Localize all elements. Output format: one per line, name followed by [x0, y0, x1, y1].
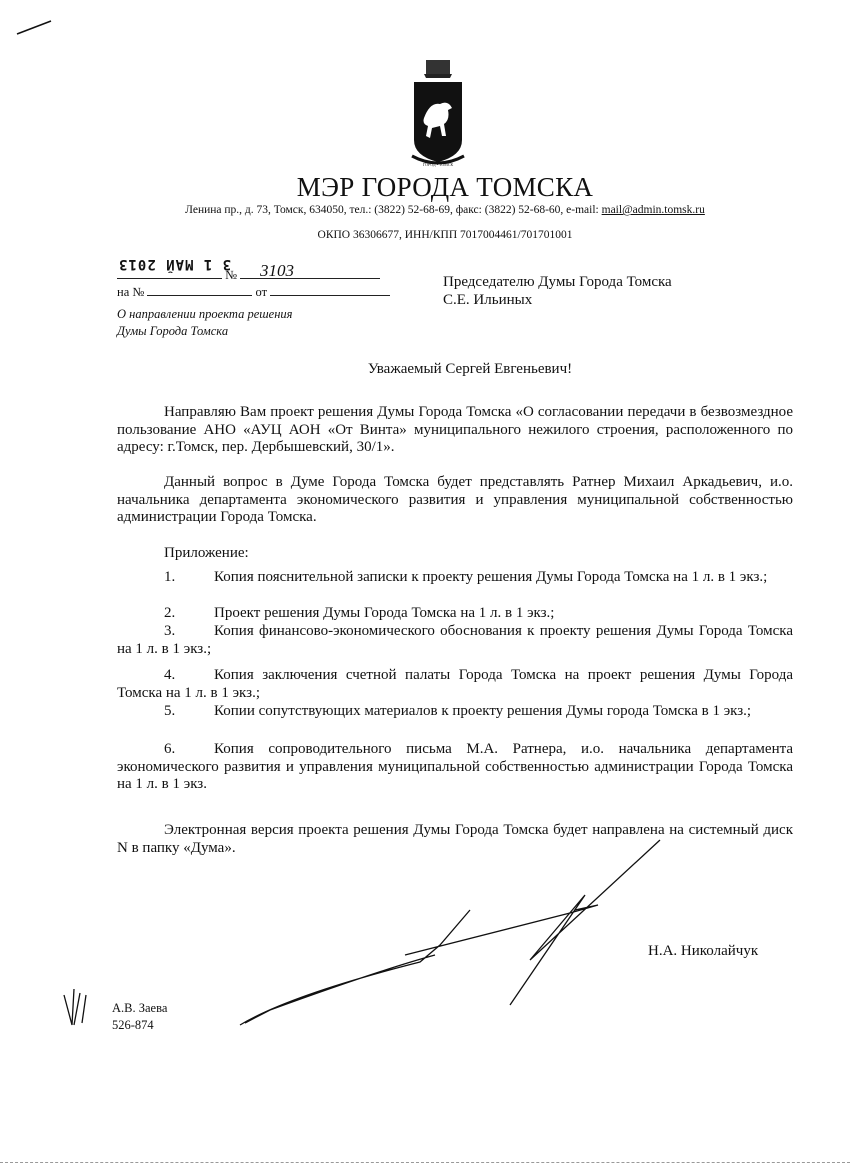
item-number: 2. [164, 605, 176, 621]
date-stamp: 3 1 МАЙ 2013 [118, 256, 232, 272]
item-number: 6. [164, 741, 176, 757]
email-link[interactable]: mail@admin.tomsk.ru [601, 204, 705, 216]
attachment-item [117, 667, 793, 702]
scan-edge-line [0, 1162, 850, 1163]
attachment-item [117, 623, 793, 658]
pen-mark [15, 18, 55, 38]
coat-of-arms-emblem [408, 58, 468, 170]
item-number: 1. [164, 569, 176, 585]
executor-phone: 526-874 [112, 1018, 154, 1032]
handwritten-signature [230, 835, 680, 1035]
date-line [117, 266, 222, 279]
attachment-item [117, 605, 793, 623]
incoming-number-row [117, 283, 390, 300]
attachments-label: Приложение: [164, 545, 249, 561]
addressee-block [443, 273, 672, 309]
letterhead-okpo: ОКПО 36306677, ИНН/КПП 7017004461/701701001 [317, 229, 573, 241]
attachment-item [117, 703, 793, 721]
subject-line: О направлении проекта решения [117, 307, 293, 321]
outgoing-number-row [117, 266, 380, 283]
initials-mark [60, 985, 90, 1035]
subject-line: Думы Города Томска [117, 324, 229, 338]
item-text: Копия пояснительной записки к проекту решения Думы Города Томска на 1 л. в 1 экз.; [214, 569, 768, 585]
greeting: Уважаемый Сергей Евгеньевич! [367, 361, 573, 377]
address-text: Ленина пр., д. 73, Томск, 634050, тел.: (3822) 52-68-69, факс: (3822) 52-68-60, e-mail: [185, 204, 602, 216]
item-number: 5. [164, 703, 176, 719]
item-number: 4. [164, 667, 176, 683]
item-text: Проект решения Думы Города Томска на 1 л. в 1 экз.; [214, 605, 555, 621]
addressee-title: Председателю Думы Города Томска [443, 274, 672, 290]
item-text: Копия финансово-экономического обоснования к проекту решения Думы Города Томска на 1 л. в 1 экз.; [117, 623, 793, 657]
item-text: Копия сопроводительного письма М.А. Ратнера, и.о. начальника департамента экономического развития и управления муниципальной собственностью администрации Города Томска на 1 л. в 1 экз. [117, 741, 793, 792]
paragraph-2: Данный вопрос в Думе Города Томска будет представлять Ратнер Михаил Аркадьевич, и.о. начальника департамента экономического развития и управления муниципальной собственностью администрации Города Томска. [117, 474, 793, 525]
from-date-line [270, 283, 390, 296]
on-number-line [147, 283, 252, 296]
letter-subject [117, 306, 293, 340]
attachment-item [117, 569, 793, 587]
letterhead-address [0, 204, 850, 216]
addressee-name: С.Е. Ильиных [443, 292, 533, 308]
item-text: Копии сопутствующих материалов к проекту решения Думы города Томска в 1 экз.; [214, 703, 752, 719]
paragraph-1: Направляю Вам проект решения Думы Города Томска «О согласовании передачи в безвозмездное пользование АНО «АУЦ АОН «От Винта» муниципального нежилого строения, расположенного по адресу: г.Томск, пер. Дербышевский, 30/1». [117, 404, 793, 455]
emblem-ribbon-text: ГОРОД • ТОМСК [422, 162, 454, 167]
from-label: от [255, 285, 268, 299]
item-text: Копия заключения счетной палаты Города Томска на проект решения Думы Города Томска на 1 л. в 1 экз.; [117, 667, 793, 701]
executor-block [112, 1000, 167, 1034]
on-label: на № [117, 285, 145, 299]
signatory-name: Н.А. Николайчук [648, 943, 759, 959]
item-number: 3. [164, 623, 176, 639]
executor-name: А.В. Заева [112, 1001, 168, 1015]
attachment-item [117, 741, 793, 794]
handwritten-number: 3103 [260, 261, 294, 280]
letterhead-title: МЭР ГОРОДА ТОМСКА [296, 172, 594, 202]
number-label: № [225, 268, 238, 282]
paragraph-3: Электронная версия проекта решения Думы Города Томска будет направлена на системный диск N в папку «Дума». [117, 822, 793, 856]
